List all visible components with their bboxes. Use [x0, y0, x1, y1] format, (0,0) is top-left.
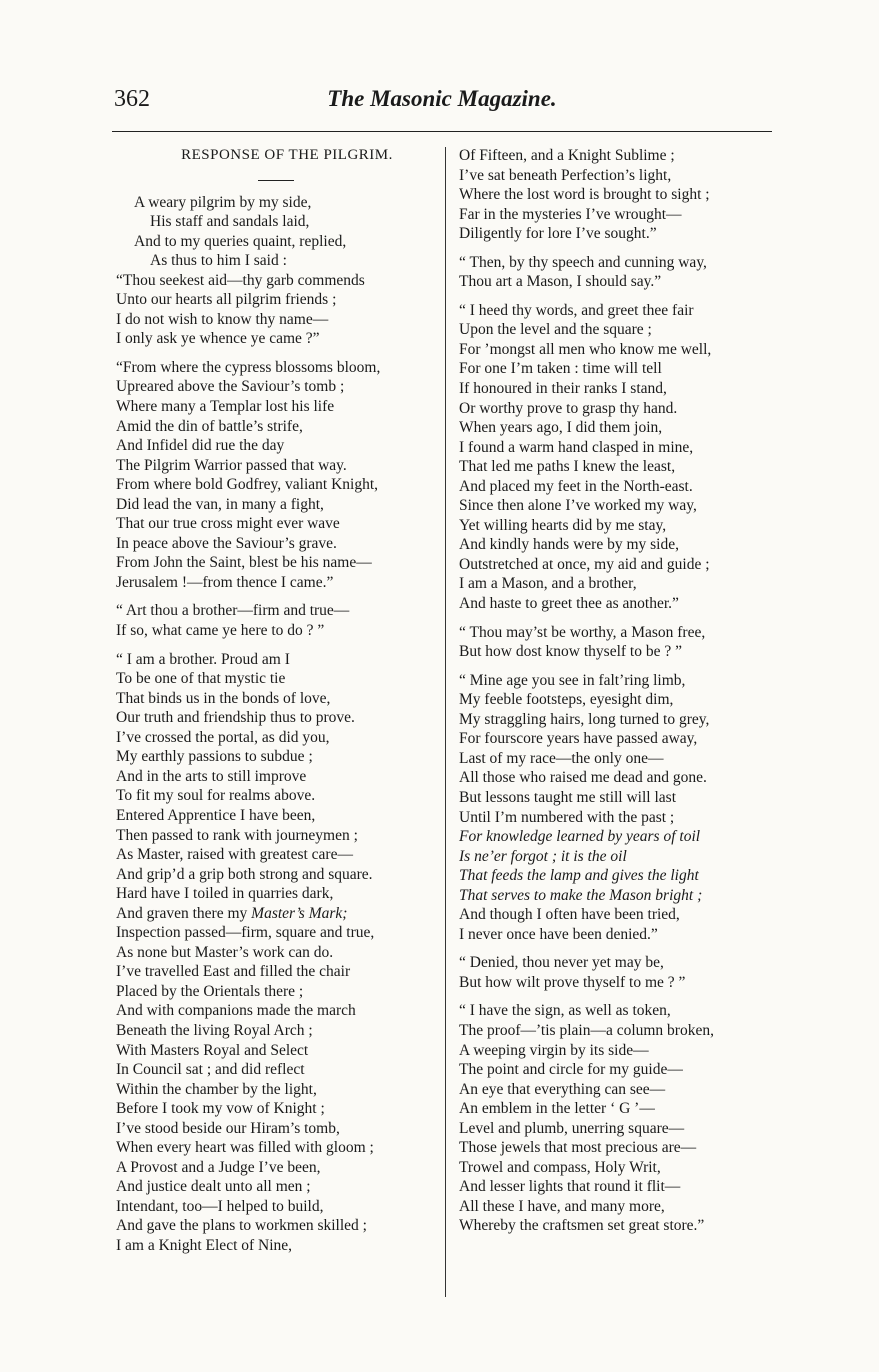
poem-line: [459, 623, 774, 643]
poem-line: [459, 477, 774, 497]
line-text: And haste to greet thee as another.”: [459, 595, 679, 613]
line-text: Beneath the living Royal Arch ;: [116, 1021, 313, 1039]
line-text: As none but Master’s work can do.: [116, 943, 334, 961]
poem-line: [459, 574, 774, 594]
poem-line: [459, 555, 774, 575]
line-text: The proof—’tis plain—a column broken,: [459, 1021, 714, 1039]
line-text: I’ve crossed the portal, as did you,: [116, 728, 330, 746]
poem-line: [116, 1041, 438, 1061]
poem-line: [116, 669, 438, 689]
poem-line: [116, 553, 438, 573]
poem-line: [116, 358, 438, 378]
poem-line: [459, 205, 774, 225]
line-text: Thou art a Mason, I should say.”: [459, 273, 662, 291]
poem-line: [459, 496, 774, 516]
line-text: And in the arts to still improve: [116, 767, 307, 785]
poem-line: [116, 767, 438, 787]
poem-line: [116, 1236, 438, 1256]
poem-line: [459, 953, 774, 973]
header-rule: [112, 131, 772, 132]
poem-line: [116, 845, 438, 865]
poem-line: [459, 399, 774, 419]
poem-line: [116, 728, 438, 748]
line-text: Did lead the van, in many a fight,: [116, 495, 324, 513]
line-text: Amid the din of battle’s strife,: [116, 417, 303, 435]
line-text: From John the Saint, blest be his name—: [116, 554, 372, 572]
line-text: Before I took my vow of Knight ;: [116, 1100, 325, 1118]
poem-line: [116, 456, 438, 476]
line-text: “ I have the sign, as well as token,: [459, 1002, 671, 1020]
line-italic-text: Master’s Mark;: [251, 904, 348, 922]
poem-line: [116, 786, 438, 806]
poem-line: [459, 516, 774, 536]
stanza: [459, 1001, 774, 1236]
line-text: As Master, raised with greatest care—: [116, 846, 353, 864]
line-text: “ I am a brother. Proud am I: [116, 650, 290, 668]
line-text: I found a warm hand clasped in mine,: [459, 438, 694, 456]
poem-line: [116, 865, 438, 885]
poem-title: RESPONSE OF THE PILGRIM.: [181, 147, 393, 163]
poem-line: [116, 193, 438, 213]
line-text: That feeds the lamp and gives the light: [459, 867, 699, 885]
poem-line: [459, 1216, 774, 1236]
right-column: [459, 146, 774, 1245]
line-text: Placed by the Orientals there ;: [116, 982, 304, 1000]
poem-line: [459, 457, 774, 477]
line-text: Within the chamber by the light,: [116, 1080, 317, 1098]
poem-line: [459, 1060, 774, 1080]
line-text: As thus to him I said :: [150, 252, 287, 270]
poem-line: [116, 650, 438, 670]
line-text: For ’mongst all men who know me well,: [459, 340, 712, 358]
poem-line: [459, 224, 774, 244]
line-text: “ Then, by thy speech and cunning way,: [459, 253, 707, 271]
poem-line: [459, 301, 774, 321]
poem-line: [116, 826, 438, 846]
poem-line: [116, 212, 438, 232]
line-text: But how wilt prove thyself to me ? ”: [459, 973, 686, 991]
poem-line: [459, 418, 774, 438]
poem-line: [459, 185, 774, 205]
poem-line: [116, 747, 438, 767]
line-text: Whereby the craftsmen set great store.”: [459, 1217, 705, 1235]
line-text: Yet willing hearts did by me stay,: [459, 516, 667, 534]
stanza: [116, 358, 438, 593]
stanza: [116, 601, 438, 640]
poem-line: [116, 1099, 438, 1119]
poem-line: [459, 847, 774, 867]
poem-line: [116, 495, 438, 515]
line-text: Our truth and friendship thus to prove.: [116, 709, 355, 727]
poem-line: [459, 359, 774, 379]
stanza: [459, 671, 774, 945]
poem-line: [459, 1119, 774, 1139]
poem-line: [459, 1021, 774, 1041]
poem-line: [116, 475, 438, 495]
line-text: Where many a Templar lost his life: [116, 398, 335, 416]
poem-line: [459, 146, 774, 166]
line-text: With Masters Royal and Select: [116, 1041, 309, 1059]
poem-line: [459, 340, 774, 360]
line-text: Then passed to rank with journeymen ;: [116, 826, 358, 844]
stanza: [459, 953, 774, 992]
poem-line: [116, 251, 438, 271]
line-text: “From where the cypress blossoms bloom,: [116, 358, 381, 376]
line-text: I am a Knight Elect of Nine,: [116, 1236, 293, 1254]
poem-line: [459, 1099, 774, 1119]
line-text: An eye that everything can see—: [459, 1080, 666, 1098]
poem-line: [459, 729, 774, 749]
poem-line: [459, 710, 774, 730]
line-text: Inspection passed—firm, square and true,: [116, 924, 375, 942]
poem-line: [116, 1021, 438, 1041]
line-text: Those jewels that most precious are—: [459, 1139, 697, 1157]
page-number: 362: [114, 86, 150, 112]
poem-line: [116, 1138, 438, 1158]
poem-line: [116, 534, 438, 554]
line-text: Far in the mysteries I’ve wrought—: [459, 205, 682, 223]
poem-line: [459, 1001, 774, 1021]
line-text: Jerusalem !—from thence I came.”: [116, 573, 334, 591]
poem-line: [459, 166, 774, 186]
line-text: Upreared above the Saviour’s tomb ;: [116, 378, 345, 396]
poem-line: [459, 886, 774, 906]
poem-line: [459, 905, 774, 925]
line-text: And kindly hands were by my side,: [459, 536, 679, 554]
poem-line: [459, 749, 774, 769]
line-text: All these I have, and many more,: [459, 1197, 665, 1215]
poem-line: [116, 232, 438, 252]
poem-line: [116, 290, 438, 310]
line-text: All those who raised me dead and gone.: [459, 769, 707, 787]
line-text: And with companions made the march: [116, 1002, 356, 1020]
line-text: That our true cross might ever wave: [116, 515, 340, 533]
line-text: And though I often have been tried,: [459, 906, 680, 924]
poem-line: [116, 1158, 438, 1178]
line-text: And to my queries quaint, replied,: [134, 232, 347, 250]
magazine-title: The Masonic Magazine.: [327, 86, 557, 111]
line-text: I’ve stood beside our Hiram’s tomb,: [116, 1119, 340, 1137]
line-text: Trowel and compass, Holy Writ,: [459, 1158, 661, 1176]
poem-line: [116, 397, 438, 417]
line-text: But lessons taught me still will last: [459, 788, 676, 806]
line-text: And justice dealt unto all men ;: [116, 1178, 311, 1196]
line-text: My straggling hairs, long turned to grey,: [459, 710, 710, 728]
line-text: Where the lost word is brought to sight ;: [459, 186, 710, 204]
poem-line: [459, 1041, 774, 1061]
line-text: His staff and sandals laid,: [150, 213, 310, 231]
line-text: “ Thou may’st be worthy, a Mason free,: [459, 623, 706, 641]
line-text: When every heart was filled with gloom ;: [116, 1139, 374, 1157]
poem-line: [459, 827, 774, 847]
poem-line: [116, 708, 438, 728]
poem-line: [459, 768, 774, 788]
poem-line: [459, 1177, 774, 1197]
line-text: Hard have I toiled in quarries dark,: [116, 885, 334, 903]
poem-line: [459, 1138, 774, 1158]
line-text: In peace above the Saviour’s grave.: [116, 534, 337, 552]
poem-line: [116, 943, 438, 963]
poem-line: [459, 925, 774, 945]
poem-line: [116, 806, 438, 826]
line-text: And grip’d a grip both strong and square.: [116, 865, 373, 883]
poem-line: [116, 1001, 438, 1021]
line-text: Unto our hearts all pilgrim friends ;: [116, 291, 337, 309]
line-text: I am a Mason, and a brother,: [459, 575, 637, 593]
poem-line: [459, 535, 774, 555]
line-text: Of Fifteen, and a Knight Sublime ;: [459, 147, 675, 164]
line-text: “ I heed thy words, and greet thee fair: [459, 301, 694, 319]
poem-line: [116, 962, 438, 982]
poem-line: [116, 982, 438, 1002]
line-text: In Council sat ; and did reflect: [116, 1061, 305, 1079]
poem-line: [459, 320, 774, 340]
line-text: “ Art thou a brother—firm and true—: [116, 602, 350, 620]
poem-line: [116, 377, 438, 397]
line-text: And lesser lights that round it flit—: [459, 1178, 681, 1196]
poem-line: [116, 1177, 438, 1197]
line-text: My earthly passions to subdue ;: [116, 748, 313, 766]
line-text: Entered Apprentice I have been,: [116, 806, 316, 824]
line-text: Last of my race—the only one—: [459, 749, 664, 767]
line-text: And gave the plans to workmen skilled ;: [116, 1217, 367, 1235]
poem-line: [116, 904, 438, 924]
poem-line: [116, 310, 438, 330]
line-text: I do not wish to know thy name—: [116, 310, 329, 328]
poem-line: [459, 642, 774, 662]
line-text: For fourscore years have passed away,: [459, 730, 698, 748]
line-text: Diligently for lore I’ve sought.”: [459, 225, 657, 243]
column-divider: [445, 147, 446, 1297]
line-text: The Pilgrim Warrior passed that way.: [116, 456, 347, 474]
line-text: For one I’m taken : time will tell: [459, 360, 662, 378]
line-text: A weary pilgrim by my side,: [134, 193, 312, 211]
poem-line: [116, 417, 438, 437]
line-text: Outstretched at once, my aid and guide ;: [459, 555, 710, 573]
line-text: The point and circle for my guide—: [459, 1061, 683, 1079]
line-text: For knowledge learned by years of toil: [459, 828, 701, 846]
poem-line: [116, 601, 438, 621]
line-text: Upon the level and the square ;: [459, 321, 652, 339]
line-text: Since then alone I’ve worked my way,: [459, 497, 697, 515]
poem-line: [459, 594, 774, 614]
line-text: Until I’m numbered with the past ;: [459, 808, 675, 826]
poem-line: [459, 1158, 774, 1178]
poem-line: [116, 884, 438, 904]
poem-line: [459, 272, 774, 292]
title-rule: [258, 180, 294, 181]
poem-line: [459, 973, 774, 993]
poem-line: [459, 1080, 774, 1100]
line-text: That serves to make the Mason bright ;: [459, 886, 703, 904]
poem-line: [116, 1216, 438, 1236]
line-text: A Provost and a Judge I’ve been,: [116, 1158, 321, 1176]
poem-line: [459, 379, 774, 399]
poem-line: [459, 253, 774, 273]
line-text: Intendant, too—I helped to build,: [116, 1197, 324, 1215]
stanza: [459, 623, 774, 662]
line-text: When years ago, I did them join,: [459, 419, 663, 437]
line-text: If honoured in their ranks I stand,: [459, 380, 667, 398]
line-text: I’ve travelled East and filled the chair: [116, 963, 351, 981]
stanza: [459, 301, 774, 614]
line-text: And graven there my: [116, 904, 252, 922]
line-text: My feeble footsteps, eyesight dim,: [459, 691, 674, 709]
line-text: To fit my soul for realms above.: [116, 787, 316, 805]
line-text: And placed my feet in the North-east.: [459, 477, 693, 495]
poem-line: [116, 573, 438, 593]
poem-line: [459, 808, 774, 828]
poem-line: [116, 923, 438, 943]
poem-line: [116, 689, 438, 709]
line-text: I’ve sat beneath Perfection’s light,: [459, 166, 672, 184]
line-text: Is ne’er forgot ; it is the oil: [459, 847, 627, 865]
line-text: But how dost know thyself to be ? ”: [459, 643, 683, 661]
poem-line: [116, 329, 438, 349]
stanza: [116, 193, 438, 349]
line-text: From where bold Godfrey, valiant Knight,: [116, 476, 379, 494]
line-text: And Infidel did rue the day: [116, 437, 285, 455]
line-text: That led me paths I knew the least,: [459, 458, 676, 476]
poem-line: [116, 1119, 438, 1139]
poem-line: [459, 866, 774, 886]
line-text: That binds us in the bonds of love,: [116, 689, 331, 707]
line-text: “ Denied, thou never yet may be,: [459, 954, 664, 972]
poem-line: [116, 514, 438, 534]
poem-line: [116, 1197, 438, 1217]
line-text: I never once have been denied.”: [459, 925, 658, 943]
poem-line: [116, 1080, 438, 1100]
line-text: “ Mine age you see in falt’ring limb,: [459, 671, 686, 689]
line-text: “Thou seekest aid—thy garb commends: [116, 271, 365, 289]
poem-line: [459, 788, 774, 808]
line-text: An emblem in the letter ‘ G ’—: [459, 1100, 655, 1118]
line-text: Level and plumb, unerring square—: [459, 1119, 685, 1137]
poem-line: [459, 438, 774, 458]
poem-line: [116, 1060, 438, 1080]
line-text: I only ask ye whence ye came ?”: [116, 330, 320, 348]
poem-line: [459, 690, 774, 710]
poem-line: [459, 671, 774, 691]
line-text: A weeping virgin by its side—: [459, 1041, 649, 1059]
stanza: [459, 146, 774, 244]
poem-line: [116, 271, 438, 291]
line-text: Or worthy prove to grasp thy hand.: [459, 399, 678, 417]
left-column: [116, 146, 438, 1265]
line-text: To be one of that mystic tie: [116, 670, 286, 688]
stanza: [116, 650, 438, 1256]
stanza: [459, 253, 774, 292]
page-header: [112, 84, 772, 124]
line-text: If so, what came ye here to do ? ”: [116, 622, 325, 640]
poem-line: [116, 621, 438, 641]
poem-line: [116, 436, 438, 456]
poem-line: [459, 1197, 774, 1217]
